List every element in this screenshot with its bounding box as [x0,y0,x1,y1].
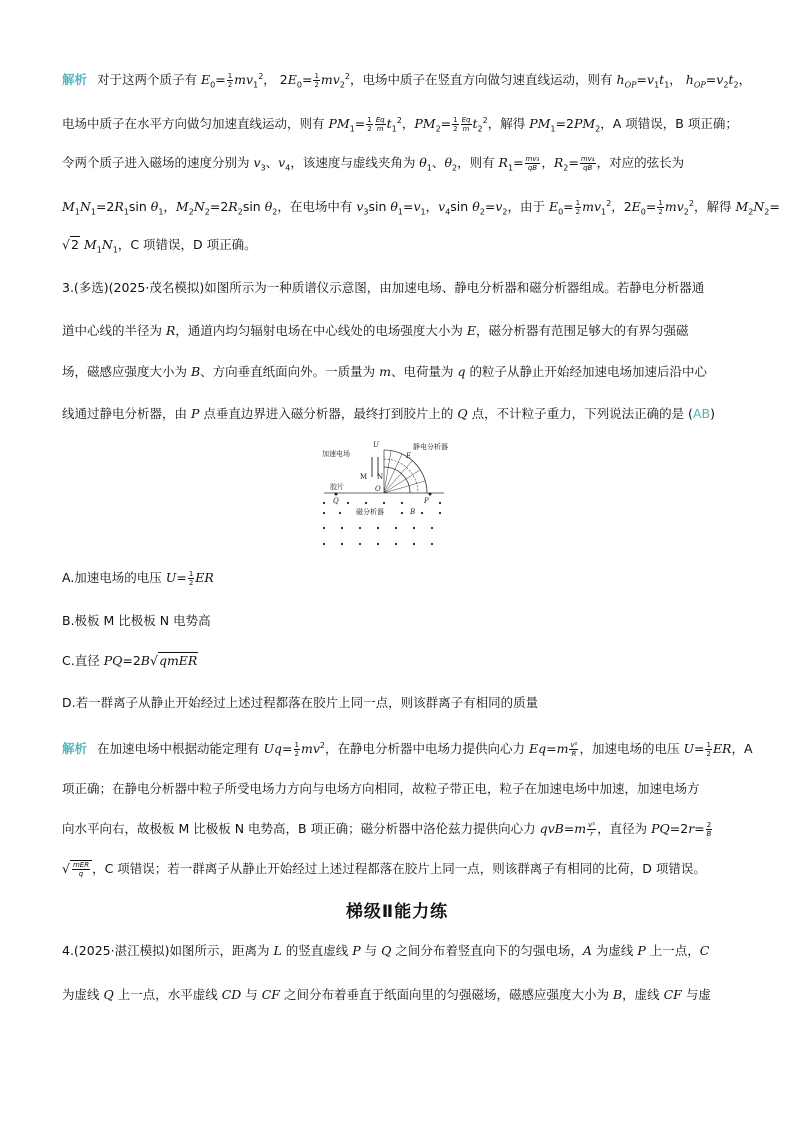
svg-text:E: E [406,452,412,460]
q4-line-2: 为虚线 Q 上一点，水平虚线 CD 与 CF 之间分布着垂直于纸面向里的匀强磁场，磁感应强度大小为 B，虚线 CF 与虚 [62,987,711,1002]
svg-text:M: M [360,473,368,481]
option-a: A.加速电场的电压 U= $\frac{1}{2}$ ER [62,570,214,587]
analysis-line-2: 电场中质子在水平方向做匀加速直线运动，则有 $PM_1=$ $\frac{1}{2}$ $\frac{Eq}{m}$ $t_1^2$，$PM_2=$ $\frac{1}{2}$ $\frac{Eq}{m}$ $t_2^2$，解得 $PM_1=2PM_2$，A 项错误，B 项正确； [62,116,738,134]
q3-line-3: 场，磁感应强度大小为 B、方向垂直纸面向外。一质量为 m、电荷量为 q 的粒子从静止开始经加速电场加速后沿中心 [62,364,707,379]
option-b: B.极板 M 比极板 N 电势高 [62,613,211,628]
analysis-line-3: 令两个质子进入磁场的速度分别为 $v_3$、$v_4$，该速度与虚线夹角为 $\theta_1$、$\theta_2$，则有 $R_1=$ $\frac{\text{mv₃}}{qB}$ ，$R_2=$ $\frac{\text{mv₄}}{qB}$ ，对应的弦长为 [62,155,685,173]
analysis-line-4: $M_1N_1=2R_1\sin$ $\theta_1$，$M_2N_2=2R_2\sin$ $\theta_2$，在电场中有 $v_3\sin$ $\theta_1=v_1$，$v_4\sin$ $\theta_2=v_2$，由于 $E_0=$ $\frac{1}{2}$ $mv_1^2$，$2E_0=$ $\frac{1}{2}$ $mv_2^2$，解得 $M_2N_2=$ [62,199,780,217]
option-d: D.若一群离子从静止开始经过上述过程都落在胶片上同一点，则该群离子有相同的质量 [62,695,539,710]
svg-text:U: U [373,441,379,449]
analysis-line-5: √2 $M_1N_1$，C 项错误，D 项正确。 [62,237,257,255]
q3-line-1: 3.(多选)(2025·茂名模拟)如图所示为一种质谱仪示意图，由加速电场、静电分析器和磁分析器组成。若静电分析器通 [62,280,705,295]
mass-spectrometer-diagram [318,437,454,553]
analysis-label: 解析 [62,72,88,88]
label-accel-field: 加速电场 [322,450,350,458]
label-film: 胶片 [330,483,344,491]
svg-text:N: N [377,473,384,481]
text: 对于这两个质子有 [97,72,201,88]
label-static-analyzer: 静电分析器 [413,443,448,451]
analysis2-line-4: √ mER q ，C 项错误；若一群离子从静止开始经过上述过程都落在胶片上同一点，则该群离子有相同的比荷，D 项错误。 [62,861,706,878]
text: ，电场中质子在竖直方向做匀速直线运动，则有 [350,72,617,88]
svg-text:P: P [424,497,429,505]
analysis2-line-3: 向水平向右，故极板 M 比极板 N 电势高，B 项正确；磁分析器中洛伦兹力提供向心力 qvB=m $\frac{\text{v²}}{r}$ ，直径为 PQ=2r= $\frac{2}{B}$ [62,821,712,838]
option-c: C.直径 PQ=2B√qmER [62,653,198,668]
section-title: 梯级Ⅱ能力练 [345,902,449,922]
analysis2-line-1: 解析 在加速电场中根据动能定理有 Uq= $\frac{1}{2}$ $mv^2$，在静电分析器中电场力提供向心力 Eq=m $\frac{\text{v²}}{R}$ ，加速电场的电压 U= $\frac{1}{2}$ ER，A [62,741,753,759]
label-mag-analyzer: 磁分析器 [356,508,384,516]
svg-text:B: B [410,508,416,516]
svg-text:O: O [375,485,381,493]
q3-line-4: 线通过静电分析器，由 P 点垂直边界进入磁分析器，最终打到胶片上的 Q 点，不计粒子重力，下列说法正确的是 (AB) [62,406,715,421]
svg-text:Q: Q [333,497,339,505]
analysis2-line-2: 项正确；在静电分析器中粒子所受电场力方向与电场方向相同，故粒子带正电，粒子在加速电场中加速，加速电场方 [62,781,700,796]
analysis-label: 解析 [62,741,88,757]
answer-text: AB [692,406,711,421]
q4-line-1: 4.(2025·湛江模拟)如图所示，距离为 L 的竖直虚线 P 与 Q 之间分布着竖直向下的匀强电场，A 为虚线 P 上一点，C [62,943,710,958]
analysis-line-1: 解析 对于这两个质子有 $E_0=$ $\frac{1}{2}$ $mv_1^2$， $2E_0=$ $\frac{1}{2}$ $mv_2^2$，电场中质子在竖直方向做匀速直线运动，则有 $h_{OP}=v_1t_1$， $h_{OP}=v_2t_2$， [62,72,752,90]
q3-line-2: 道中心线的半径为 R，通道内均匀辐射电场在中心线处的电场强度大小为 E，磁分析器有范围足够大的有界匀强磁 [62,323,689,338]
